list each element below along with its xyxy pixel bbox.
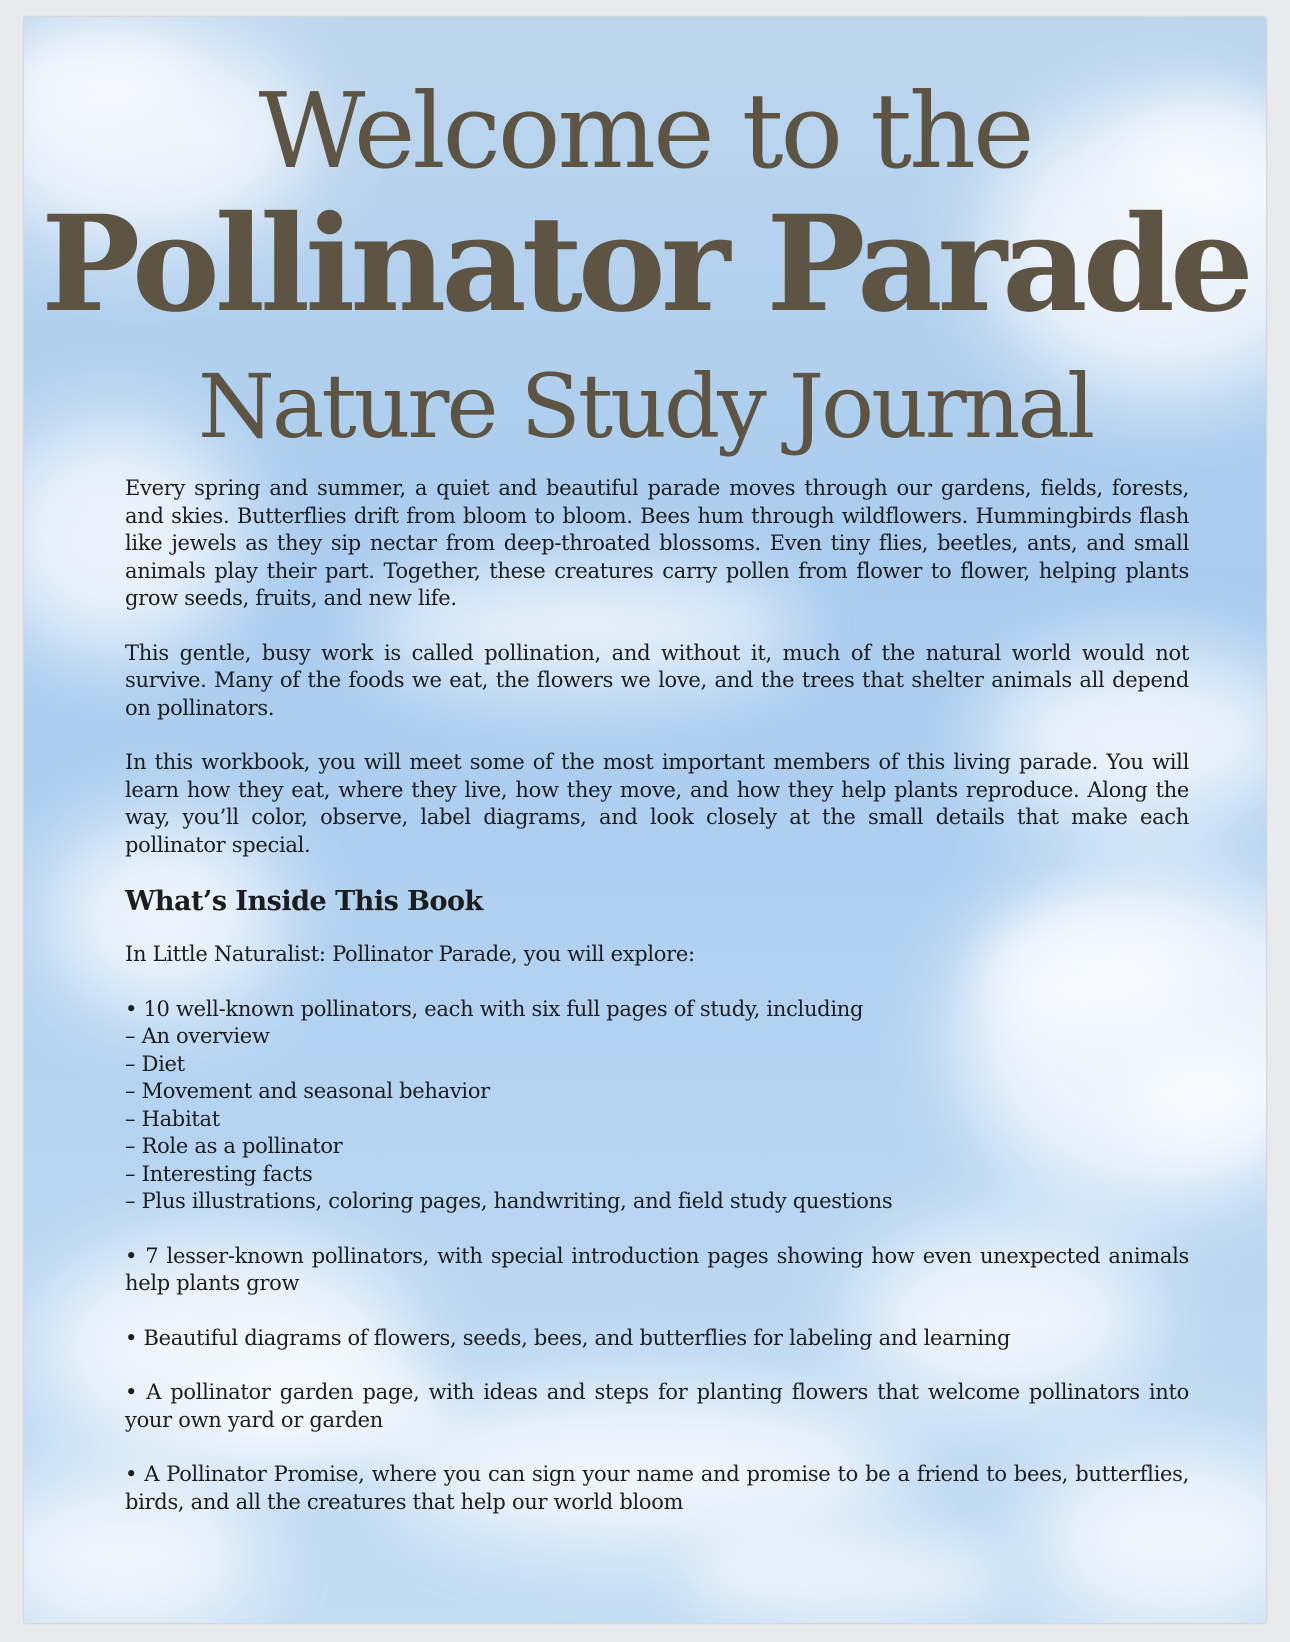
- journal-page: [24, 17, 1266, 1623]
- sub-list-item: – Interesting facts: [125, 1161, 313, 1186]
- intro-paragraph-1: Every spring and summer, a quiet and beautiful parade moves through our gardens, fields, forests, and skies. Butterflies drift from bloom to bloom. Bees hum through wildflowers. Hummingbirds flash like jewels as they sip nectar from deep-throated blossoms. Even tiny flies, beetles, ants, and small animals play their part. Together, these creatures carry pollen from flower to flower, helping plants grow seeds, fruits, and new life.: [125, 476, 1189, 610]
- sub-list-item: – Role as a pollinator: [125, 1134, 343, 1158]
- sub-list-item: – Movement and seasonal behavior: [125, 1079, 490, 1103]
- title-nature-study-journal: Nature Study Journal: [197, 355, 1093, 458]
- list-item: • A pollinator garden page, with ideas and steps for planting flowers that welcome pollinators into your own yard or garden: [125, 1380, 1189, 1432]
- lead-text: In Little Naturalist: Pollinator Parade, you will explore:: [125, 942, 695, 966]
- list-item: • 7 lesser-known pollinators, with special introduction pages showing how even unexpected animals help plants grow: [125, 1243, 1189, 1295]
- sub-list-item: – An overview: [125, 1024, 270, 1048]
- section-heading: What’s Inside This Book: [125, 886, 483, 917]
- list-item: • A Pollinator Promise, where you can sign your name and promise to be a friend to bees, butterflies, birds, and all the creatures that help our world bloom: [125, 1462, 1189, 1514]
- intro-paragraph-2: This gentle, busy work is called pollination, and without it, much of the natural world would not survive. Many of the foods we eat, the flowers we love, and the trees that shelter animals all depend on pollinators.: [125, 640, 1189, 720]
- list-item: • Beautiful diagrams of flowers, seeds, bees, and butterflies for labeling and learning: [125, 1325, 1011, 1350]
- title-welcome: Welcome to the: [258, 70, 1032, 192]
- title-pollinator-parade: Pollinator Parade: [41, 187, 1249, 342]
- list-item: • 10 well-known pollinators, each with six full pages of study, including: [125, 996, 864, 1021]
- sub-list-item: – Plus illustrations, coloring pages, handwriting, and field study questions: [125, 1189, 893, 1213]
- sub-list-item: – Diet: [125, 1051, 185, 1076]
- body-text: [125, 475, 1189, 1516]
- intro-paragraph-3: In this workbook, you will meet some of the most important members of this living parade. You will learn how they eat, where they live, how they move, and how they help plants reproduce. Along the way, you’ll color, observe, label diagrams, and look closely at the small details that make each pollinator special.: [125, 750, 1189, 857]
- sub-list-item: – Habitat: [125, 1106, 220, 1131]
